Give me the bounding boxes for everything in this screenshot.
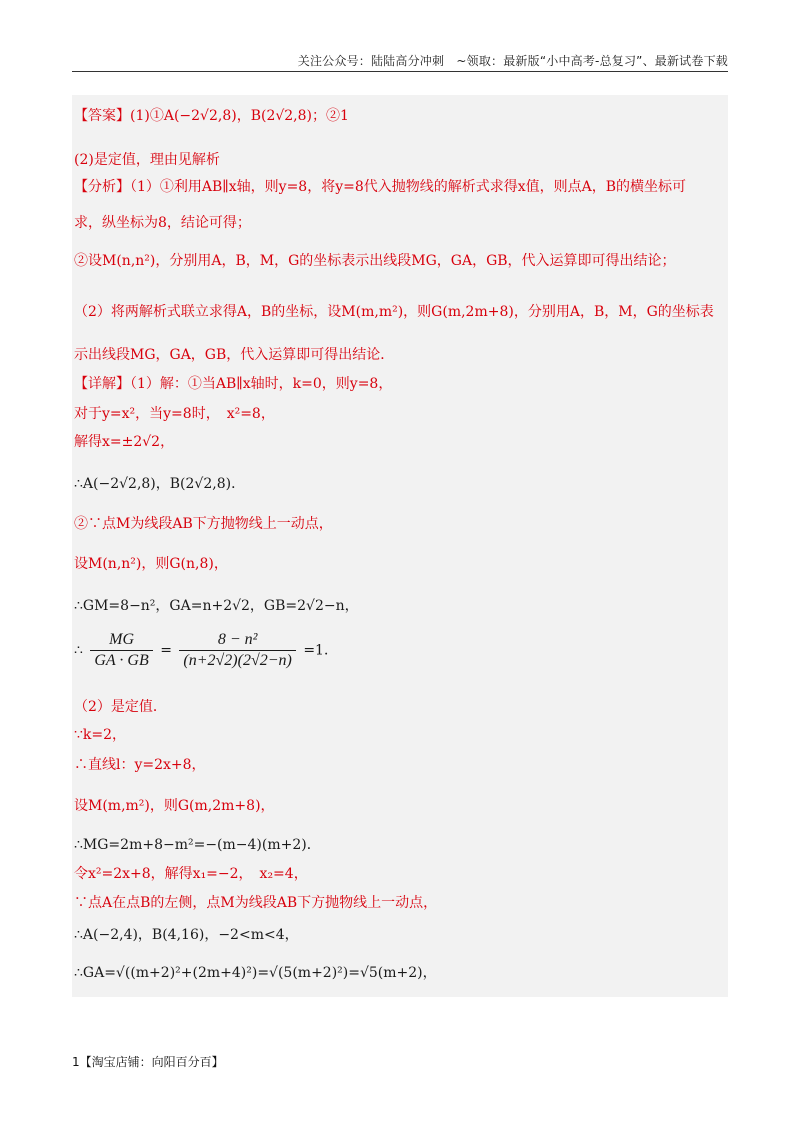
detail-line-6: 设M(n,n²)，则G(n,8)，	[74, 556, 228, 572]
part2-line-4: 设M(m,m²)，则G(m,2m+8)，	[74, 798, 275, 814]
detail-line-4: ∴A(−2√2,8)，B(2√2,8)．	[74, 476, 246, 492]
analysis-line-3: ②设M(n,n²)，分别用A，B，M，G的坐标表示出线段MG，GA，GB，代入运算即可得出结论；	[74, 253, 676, 269]
part2-line-6: 令x²=2x+8，解得x₁=−2， x₂=4，	[74, 866, 308, 882]
page-header: 关注公众号：陆陆高分冲刺 ~领取：最新版“小中高考-总复习”、最新试卷下载	[297, 54, 728, 68]
part2-line-2: ∵k=2，	[74, 727, 127, 743]
answer-line: 【答案】(1)①A(−2√2,8)，B(2√2,8)；②1	[74, 108, 349, 124]
analysis-line-5: 示出线段MG，GA，GB，代入运算即可得出结论．	[74, 347, 395, 363]
page-footer: 1【淘宝店铺：向阳百分百】	[72, 1055, 224, 1069]
part2-line-3: ∴直线l：y=2x+8，	[74, 757, 206, 773]
part2-line-9: ∴GA=√((m+2)²+(2m+4)²)=√(5(m+2)²)=√5(m+2)，	[74, 965, 437, 981]
analysis-line-1: 【分析】（1）①利用AB∥x轴，则y=8，将y=8代入抛物线的解析式求得x值，则点A，B的横坐标可	[74, 179, 687, 195]
fraction-left-denominator: GA · GB	[94, 652, 149, 669]
fraction-left	[90, 630, 152, 671]
part2-line-7: ∵点A在点B的左侧，点M为线段AB下方抛物线上一动点，	[74, 895, 438, 911]
detail-line-2: 对于y=x²，当y=8时， x²=8，	[74, 406, 275, 422]
analysis-line-4: （2）将两解析式联立求得A，B的坐标，设M(m,m²)，则G(m,2m+8)，分别用A，B，M，G的坐标表	[74, 304, 714, 320]
detail-line-3: 解得x=±2√2，	[74, 434, 175, 450]
detail-line-1: 【详解】（1）解：①当AB∥x轴时，k=0，则y=8，	[74, 376, 393, 392]
fraction-result: =1．	[303, 642, 338, 659]
fraction-right-denominator: (n+2√2)(2√2−n)	[183, 652, 292, 669]
part2-line-8: ∴A(−2,4)，B(4,16)，−2<m<4，	[74, 927, 299, 943]
therefore-symbol: ∴	[74, 642, 83, 659]
answer-part2: (2)是定值，理由见解析	[74, 152, 220, 168]
detail-line-5: ②∵点M为线段AB下方抛物线上一动点，	[74, 516, 333, 532]
detail-line-7: ∴GM=8−n²，GA=n+2√2，GB=2√2−n，	[74, 598, 359, 614]
fraction-right-numerator: 8 − n²	[179, 630, 295, 651]
fraction-line	[74, 630, 338, 671]
fraction-right	[179, 630, 295, 671]
header-rule	[72, 71, 728, 72]
part2-line-5: ∴MG=2m+8−m²=−(m−4)(m+2)．	[74, 837, 321, 853]
analysis-line-2: 求，纵坐标为8，结论可得；	[74, 215, 251, 231]
part2-line-1: （2）是定值．	[74, 699, 167, 715]
fraction-left-numerator: MG	[90, 630, 152, 651]
equals-sign: =	[160, 642, 172, 659]
